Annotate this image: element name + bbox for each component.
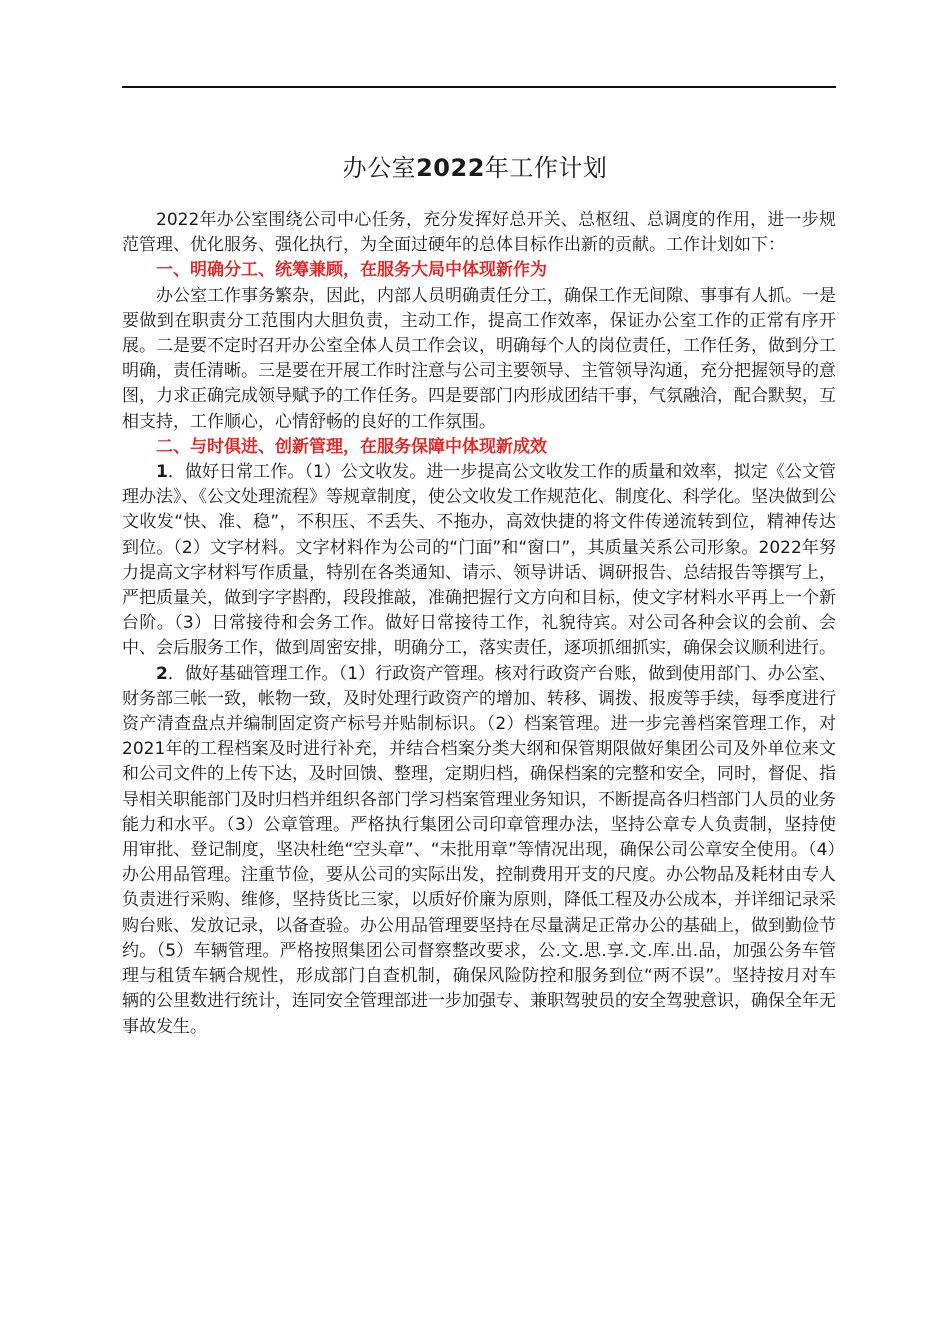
item2-text: ．做好基础管理工作。（1）行政资产管理。核对行政资产台账，做到使用部门、办公室、财务部三帐一致，帐物一致，及时处理行政资产的增加、转移、调拨、报废等手续，每季度进行资产清查盘点并编制固定资产标号并贴制标识。（2）档案管理。进一步完善档案管理工作，对2021年的工程档案及时进行补充，并结合档案分类大纲和保管期限做好集团公司及外单位来文和公司文件的上传下达，及时回馈、整理，定期归档，确保档案的完整和安全，同时，督促、指导相关职能部门及时归档并组织各部门学习档案管理业务知识，不断提高各归档部门人员的业务能力和水平。（3）公章管理。严格执行集团公司印章管理办法，坚持公章专人负责制，坚持使用审批、登记制度，坚决杜绝“空头章”、“未批用章”等情况出现，确保公司公章安全使用。（4）办公用品管理。注重节俭，要从公司的实际出发，控制费用开支的尺度。办公物品及耗材由专人负责进行采购、维修，坚持货比三家，以质好价廉为原则，降低工程及办公成本，并详细记录采购台账、发放记录，以备查验。办公用品管理要坚持在尽量满足正常办公的基础上，做到勤俭节约。（5）车辆管理。严格按照集团公司督察整改要求，公.文.思.享.文.库.出.品，加强公务车管理与租赁车辆合规性，形成部门自查机制，确保风险防控和服务到位“两不误”。坚持按月对车辆的公里数进行统计，连同安全管理部进一步加强专、兼职驾驶员的安全驾驶意识，确保全年无事故发生。 <box>122 663 836 1037</box>
item1-text: ．做好日常工作。（1）公文收发。进一步提高公文收发工作的质量和效率，拟定《公文管理办法》、《公文处理流程》等规章制度，使公文收发工作规范化、制度化、科学化。坚决做到公文收发“快、准、稳”，不积压、不丢失、不拖办，高效快捷的将文件传递流转到位，精神传达到位。（2）文字材料。文字材料作为公司的“门面”和“窗口”，其质量关系公司形象。2022年努力提高文字材料写作质量，特别在各类通知、请示、领导讲话、调研报告、总结报告等撰写上，严把质量关，做到字字斟酌，段段推敲，准确把握行文方向和目标，使文字材料水平再上一个新台阶。（3）日常接待和会务工作。做好日常接待工作，礼貌待宾。对公司各种会议的会前、会中、会后服务工作，做到周密安排，明确分工，落实责任，逐项抓细抓实，确保会议顺利进行。 <box>122 462 836 659</box>
title-year: 2022 <box>416 154 485 182</box>
item1-number: 1 <box>156 462 168 483</box>
item1-paragraph <box>122 460 836 662</box>
item2-number: 2 <box>156 663 168 684</box>
intro-paragraph: 2022年办公室围绕公司中心任务，充分发挥好总开关、总枢纽、总调度的作用，进一步规范管理、优化服务、强化执行，为全面过硬年的总体目标作出新的贡献。工作计划如下： <box>122 210 836 256</box>
header-rule <box>122 86 836 88</box>
title-suffix: 年工作计划 <box>484 154 608 182</box>
title-prefix: 办公室 <box>342 154 417 182</box>
document-title <box>0 150 950 186</box>
section1-heading: 一、明确分工、统筹兼顾，在服务大局中体现新作为 <box>156 260 547 281</box>
section2-heading: 二、与时俱进、创新管理，在服务保障中体现新成效 <box>156 436 547 457</box>
document-body <box>122 208 836 1040</box>
section1-paragraph: 办公室工作事务繁杂，因此，内部人员明确责任分工，确保工作无间隙、事事有人抓。一是要做到在职责分工范围内大胆负责，主动工作，提高工作效率，保证办公室工作的正常有序开展。二是要不定时召开办公室全体人员工作会议，明确每个人的岗位责任，工作任务，做到分工明确，责任清晰。三是要在开展工作时注意与公司主要领导、主管领导沟通，充分把握领导的意图，力求正确完成领导赋予的工作任务。四是要部门内形成团结干事，气氛融洽，配合默契，互相支持，工作顺心，心情舒畅的良好的工作氛围。 <box>122 285 836 432</box>
item2-paragraph <box>122 662 836 1040</box>
